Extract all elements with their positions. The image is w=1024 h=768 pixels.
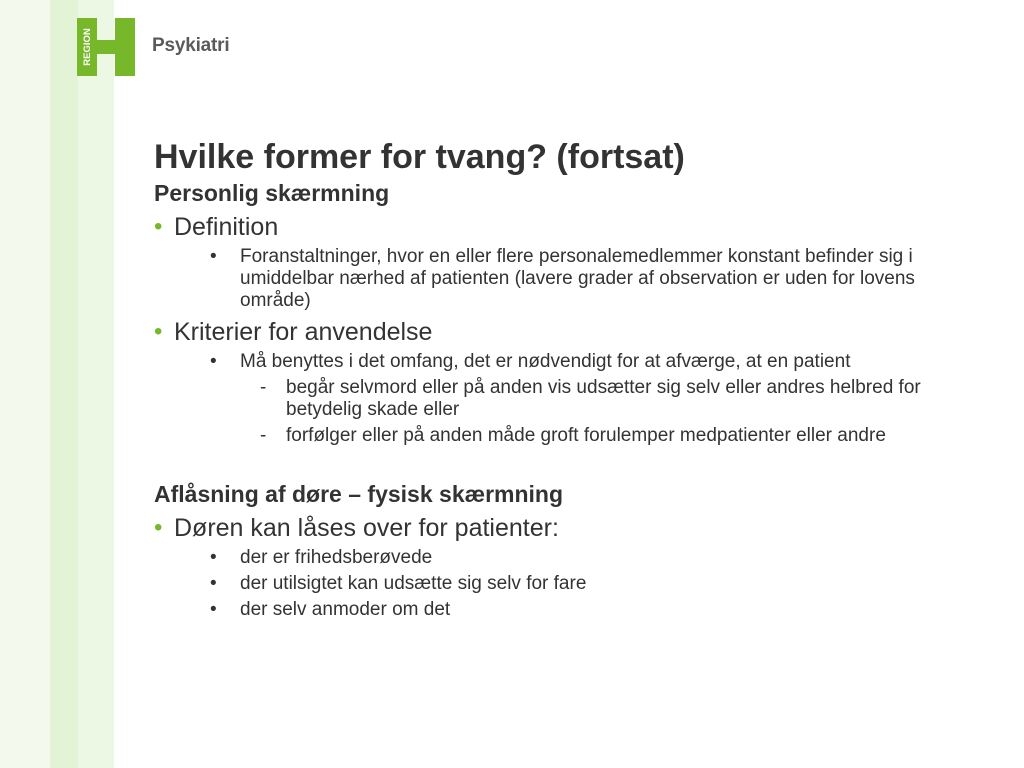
slide-title: Hvilke former for tvang? (fortsat) <box>154 138 685 176</box>
door-label: Døren kan låses over for patienter: <box>174 514 559 542</box>
door-sub-text: der er frihedsberøvede <box>240 547 433 568</box>
bullet-icon: • <box>210 547 217 568</box>
definition-text: Foranstaltninger, hvor en eller flere personalemedlemmer konstant befinder sig i umiddelbar nærhed af patienten (lavere grader af observation er uden for lovens område) <box>240 246 915 311</box>
background-stripe-middle <box>50 0 78 768</box>
region-h-logo <box>77 18 135 76</box>
door-sub-item <box>154 573 974 595</box>
bullet-icon: • <box>210 351 217 372</box>
background-stripe-outer <box>0 0 50 768</box>
door-sub-item <box>154 599 974 621</box>
criteria-label: Kriterier for anvendelse <box>174 318 433 346</box>
definition-item <box>154 211 974 243</box>
definition-text-item <box>154 246 974 312</box>
section2-heading: Aflåsning af døre – fysisk skærmning <box>154 481 564 507</box>
background-stripe-inner <box>78 0 114 768</box>
definition-label: Definition <box>174 213 279 241</box>
bullet-icon: • <box>210 573 217 594</box>
door-sub-item <box>154 547 974 569</box>
criteria-item <box>154 316 974 348</box>
logo-label: Psykiatri <box>152 35 230 56</box>
criteria-text-item <box>154 351 974 373</box>
section-spacer <box>154 451 974 479</box>
slide-content <box>154 136 974 625</box>
bullet-icon: • <box>154 213 163 240</box>
bullet-icon: • <box>210 246 217 267</box>
dash-icon: - <box>260 425 267 446</box>
door-sub-text: der utilsigtet kan udsætte sig selv for fare <box>240 573 587 594</box>
bullet-icon: • <box>154 514 163 541</box>
criteria-text: Må benyttes i det omfang, det er nødvendigt for at afværge, at en patient <box>240 351 851 372</box>
section1-heading: Personlig skærmning <box>154 180 390 206</box>
criteria-sub-text: begår selvmord eller på anden vis udsætter sig selv eller andres helbred for betydelig skade eller <box>286 377 921 420</box>
criteria-sub-item <box>154 425 974 447</box>
bullet-icon: • <box>154 318 163 345</box>
door-item <box>154 512 974 544</box>
criteria-sub-item <box>154 377 974 421</box>
dash-icon: - <box>260 377 267 398</box>
door-sub-text: der selv anmoder om det <box>240 599 451 620</box>
criteria-sub-text: forfølger eller på anden måde groft forulemper medpatienter eller andre <box>286 425 886 446</box>
logo-badge-text: REGION <box>82 28 93 66</box>
bullet-icon: • <box>210 599 217 620</box>
